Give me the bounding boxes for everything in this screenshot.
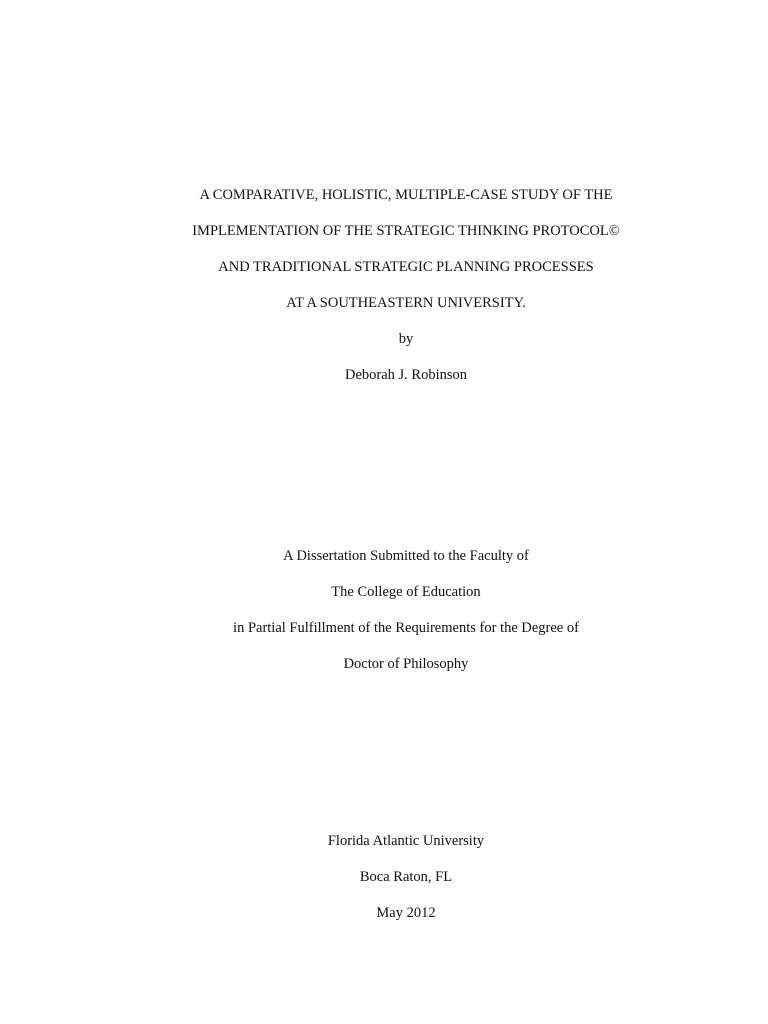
byline-by: by xyxy=(398,331,414,347)
submission-date: May 2012 xyxy=(376,905,436,921)
title-line-4: AT A SOUTHEASTERN UNIVERSITY. xyxy=(286,295,526,311)
title-line-1: A COMPARATIVE, HOLISTIC, MULTIPLE-CASE STUDY OF THE xyxy=(199,187,613,203)
submission-line-3: in Partial Fulfillment of the Requirements for the Degree of xyxy=(233,620,579,636)
university-location: Boca Raton, FL xyxy=(359,869,453,885)
degree-name: Doctor of Philosophy xyxy=(343,656,469,672)
author-name: Deborah J. Robinson xyxy=(344,367,468,383)
university-name: Florida Atlantic University xyxy=(327,833,485,849)
title-line-2: IMPLEMENTATION OF THE STRATEGIC THINKING PROTOCOL© xyxy=(192,223,620,239)
submission-line-1: A Dissertation Submitted to the Faculty of xyxy=(283,548,529,564)
submission-line-2: The College of Education xyxy=(331,584,481,600)
title-line-3: AND TRADITIONAL STRATEGIC PLANNING PROCESSES xyxy=(218,259,594,275)
